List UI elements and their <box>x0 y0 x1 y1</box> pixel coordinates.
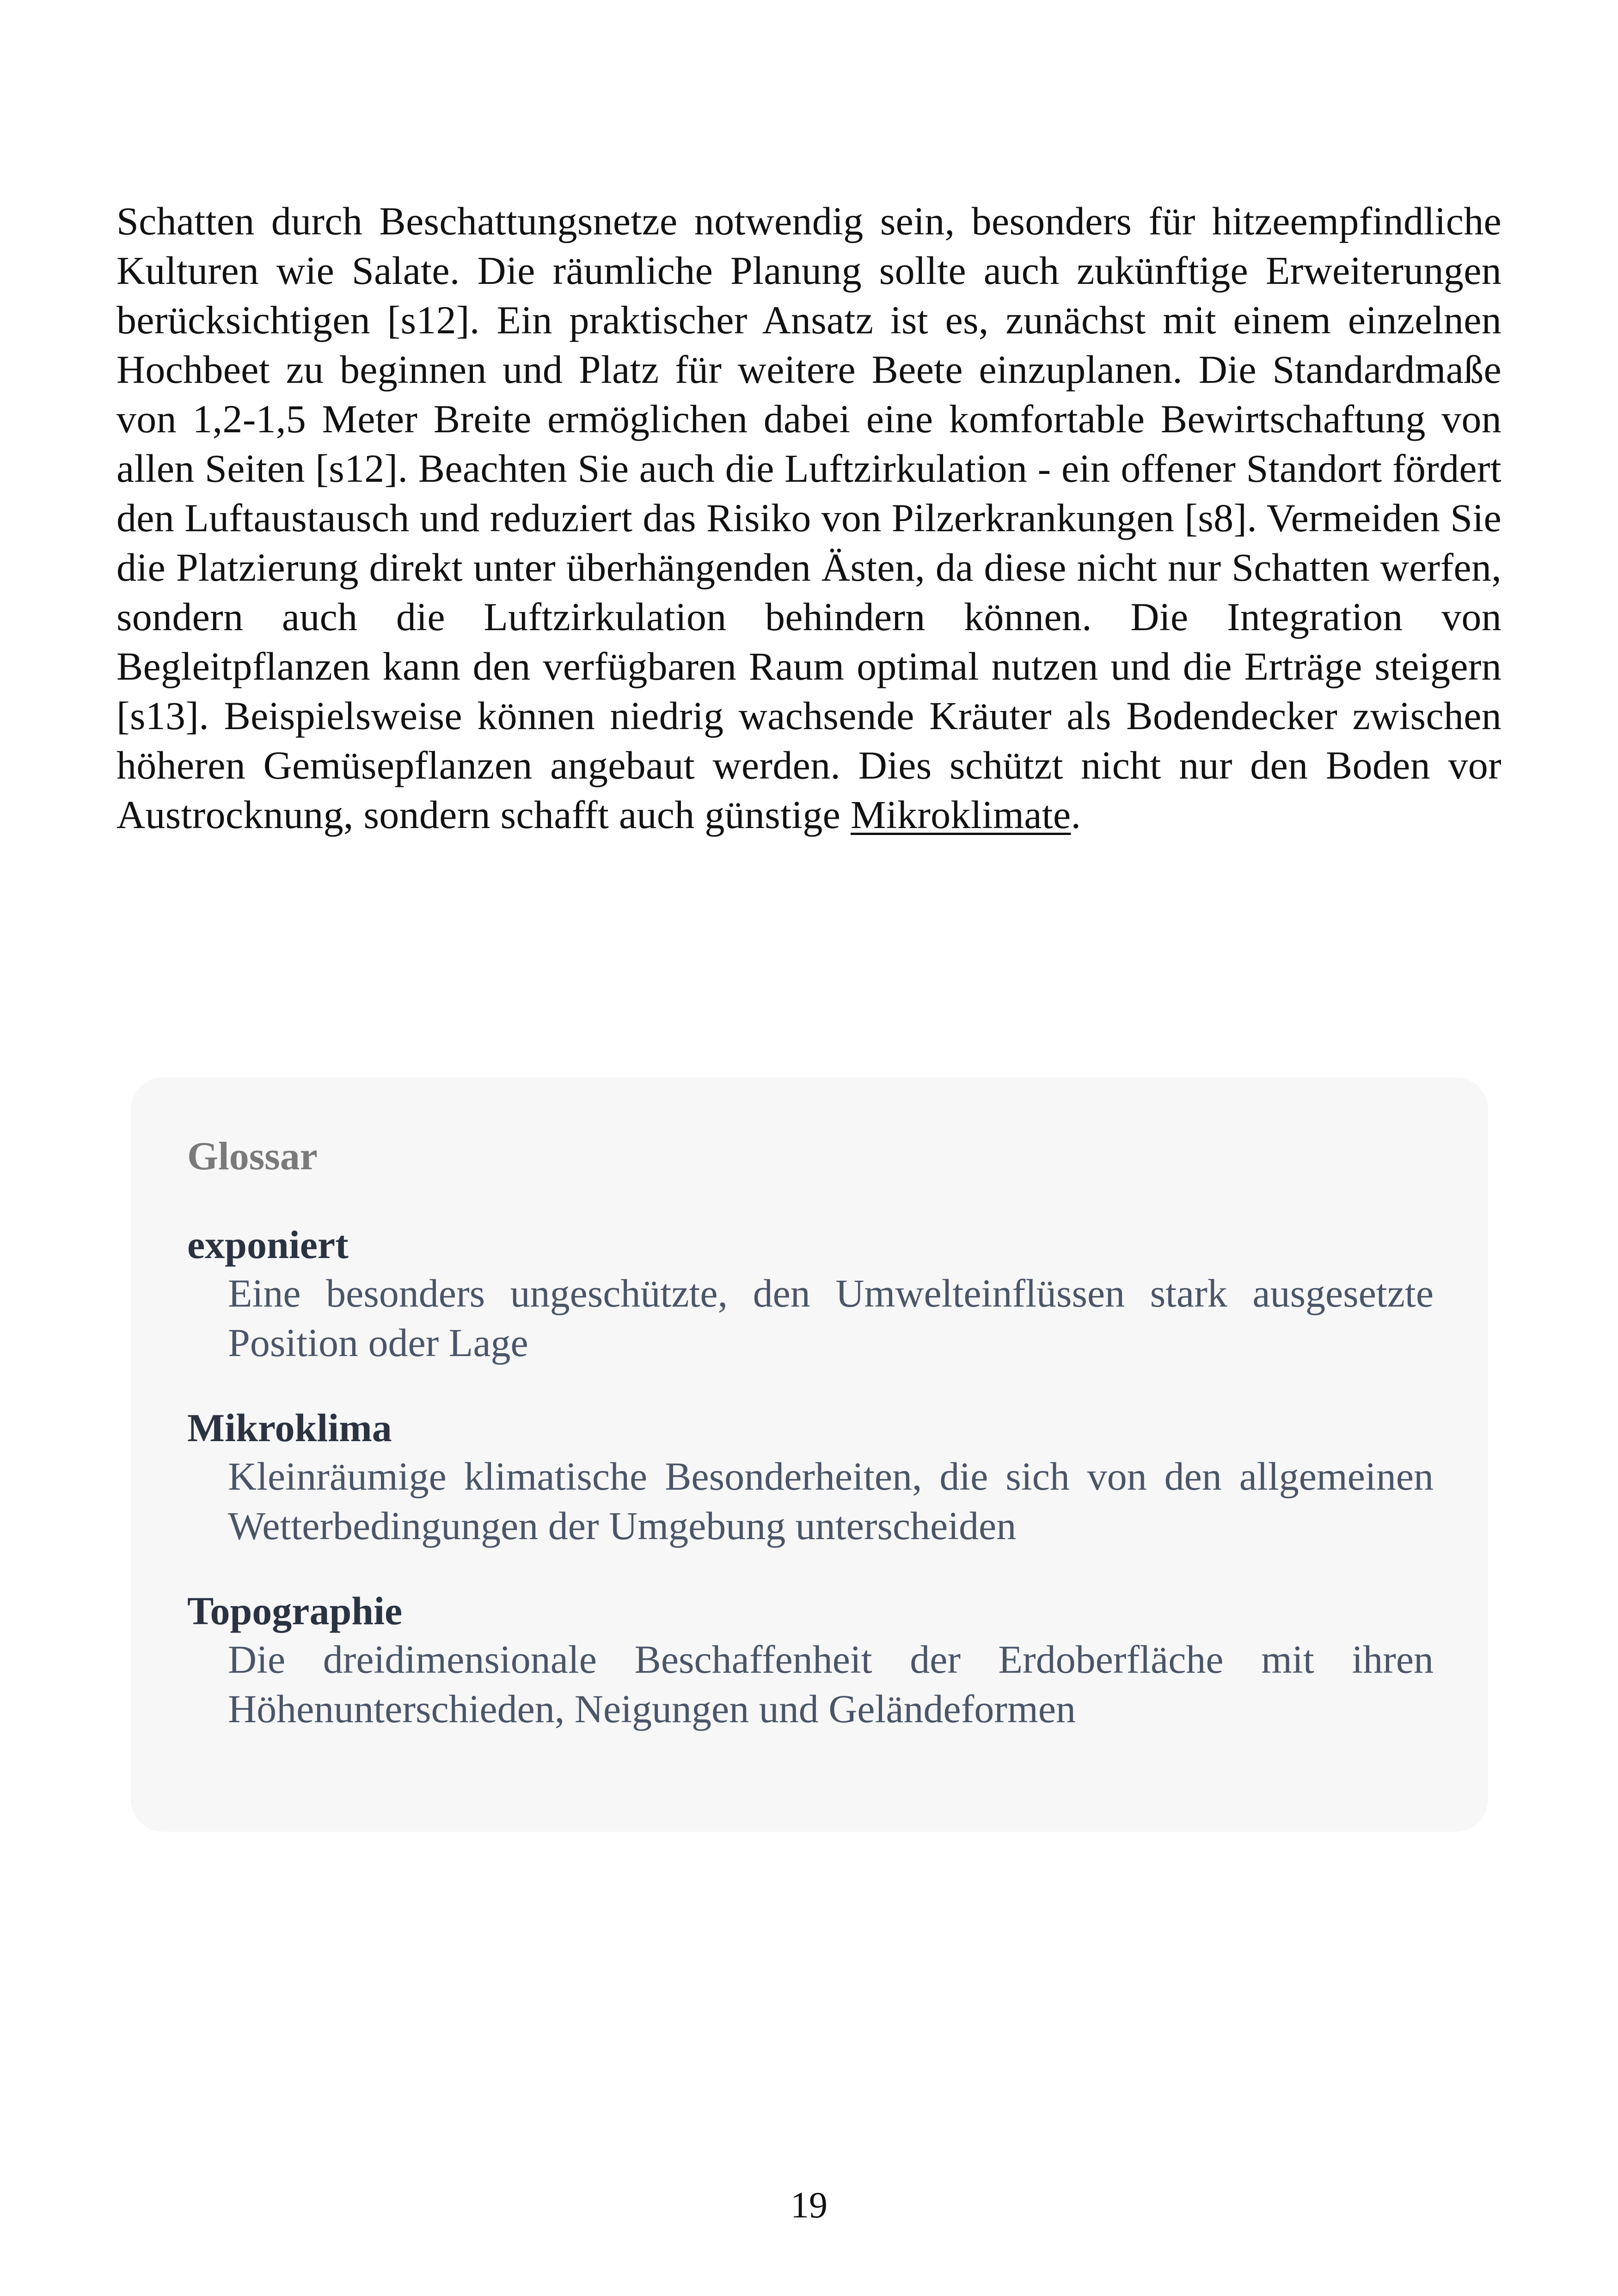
glossary-definition: Die dreidimensionale Beschaffenheit der Erdoberfläche mit ihren Höhenunterschieden, Neigungen und Geländeformen <box>228 1637 1434 1731</box>
glossary-term: exponiert <box>187 1222 349 1267</box>
glossary-box <box>131 1077 1488 1832</box>
glossary-definition: Kleinräumige klimatische Besonderheiten, die sich von den allgemeinen Wetterbedingungen der Umgebung unterscheiden <box>228 1454 1434 1548</box>
glossary-entry-exponiert <box>187 1221 1434 1368</box>
body-text-main: Schatten durch Beschattungsnetze notwendig sein, besonders für hitzeempfindliche Kulturen wie Salate. Die räumliche Planung sollte auch zukünftige Erweiterungen berücksichtigen [s12]. Ein praktischer Ansatz ist es, zunächst mit einem einzelnen Hochbeet zu beginnen und Platz für weitere Beete einzuplanen. Die Standardmaße von 1,2-1,5 Meter Breite ermöglichen dabei eine komfortable Bewirtschaftung von allen Seiten [s12]. Beachten Sie auch die Luftzirkulation - ein offener Standort fördert den Luftaustausch und reduziert das Risiko von Pilzerkrankungen [s8]. Vermeiden Sie die Platzierung direkt unter überhängenden Ästen, da diese nicht nur Schatten werfen, sondern auch die Luftzirkulation behindern können. Die Integration von Begleitpflanzen kann den verfügbaren Raum optimal nutzen und die Erträge steigern [s13]. Beispielsweise können niedrig wachsende Kräuter als Bodendecker zwischen höheren Gemüsepflanzen angebaut werden. Dies schützt nicht nur den Boden vor Austrocknung, sondern schafft auch günstige <box>116 199 1502 837</box>
glossary-definition: Eine besonders ungeschützte, den Umwelteinflüssen stark ausgesetzte Position oder Lage <box>228 1271 1434 1365</box>
body-text-end: . <box>1071 792 1081 837</box>
body-paragraph <box>116 196 1502 840</box>
page-number: 19 <box>791 2185 827 2226</box>
glossary-term: Topographie <box>187 1589 403 1633</box>
glossary-term: Mikroklima <box>187 1406 392 1450</box>
glossary-entry-topographie <box>187 1587 1434 1734</box>
glossary-title: Glossar <box>187 1134 318 1178</box>
glossary-entry-mikroklima <box>187 1404 1434 1551</box>
mikroklimate-link[interactable]: Mikroklimate <box>850 792 1071 837</box>
glossary-list <box>187 1221 1434 1734</box>
